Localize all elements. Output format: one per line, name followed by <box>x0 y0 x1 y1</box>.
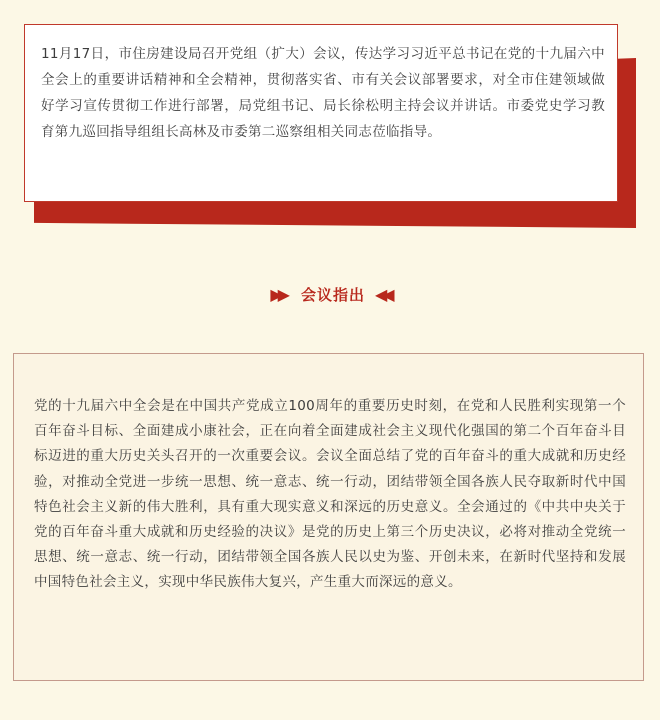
double-chevron-right-icon: ▶▶ <box>270 285 285 304</box>
section-heading <box>0 282 660 308</box>
intro-card <box>24 24 618 202</box>
double-chevron-left-icon: ◀◀ <box>375 285 390 304</box>
intro-paragraph: 11月17日，市住房建设局召开党组（扩大）会议，传达学习习近平总书记在党的十九届六中全会上的重要讲话精神和全会精神，贯彻落实省、市有关会议部署要求，对全市住建领域做好学习宣传贯彻工作进行部署，局党组书记、局长徐松明主持会议并讲话。市委党史学习教育第九巡回指导组组长高林及市委第二巡察组相关同志莅临指导。 <box>41 46 605 140</box>
intro-card-container <box>24 24 620 204</box>
section-title: 会议指出 <box>300 286 365 304</box>
body-card <box>13 353 644 681</box>
body-paragraph: 党的十九届六中全会是在中国共产党成立100周年的重要历史时刻，在党和人民胜利实现第一个百年奋斗目标、全面建成小康社会，正在向着全面建成社会主义现代化强国的第二个百年奋斗目标迈进的重大历史关头召开的一次重要会议。会议全面总结了党的百年奋斗的重大成就和历史经验，对推动全党进一步统一思想、统一意志、统一行动，团结带领全国各族人民夺取新时代中国特色社会主义新的伟大胜利，具有重大现实意义和深远的历史意义。全会通过的《中共中央关于党的百年奋斗重大成就和历史经验的决议》是党的历史上第三个历史决议，必将对推动全党统一思想、统一意志、统一行动，团结带领全国各族人民以史为鉴、开创未来，在新时代坚持和发展中国特色社会主义，实现中华民族伟大复兴，产生重大而深远的意义。 <box>34 398 626 591</box>
